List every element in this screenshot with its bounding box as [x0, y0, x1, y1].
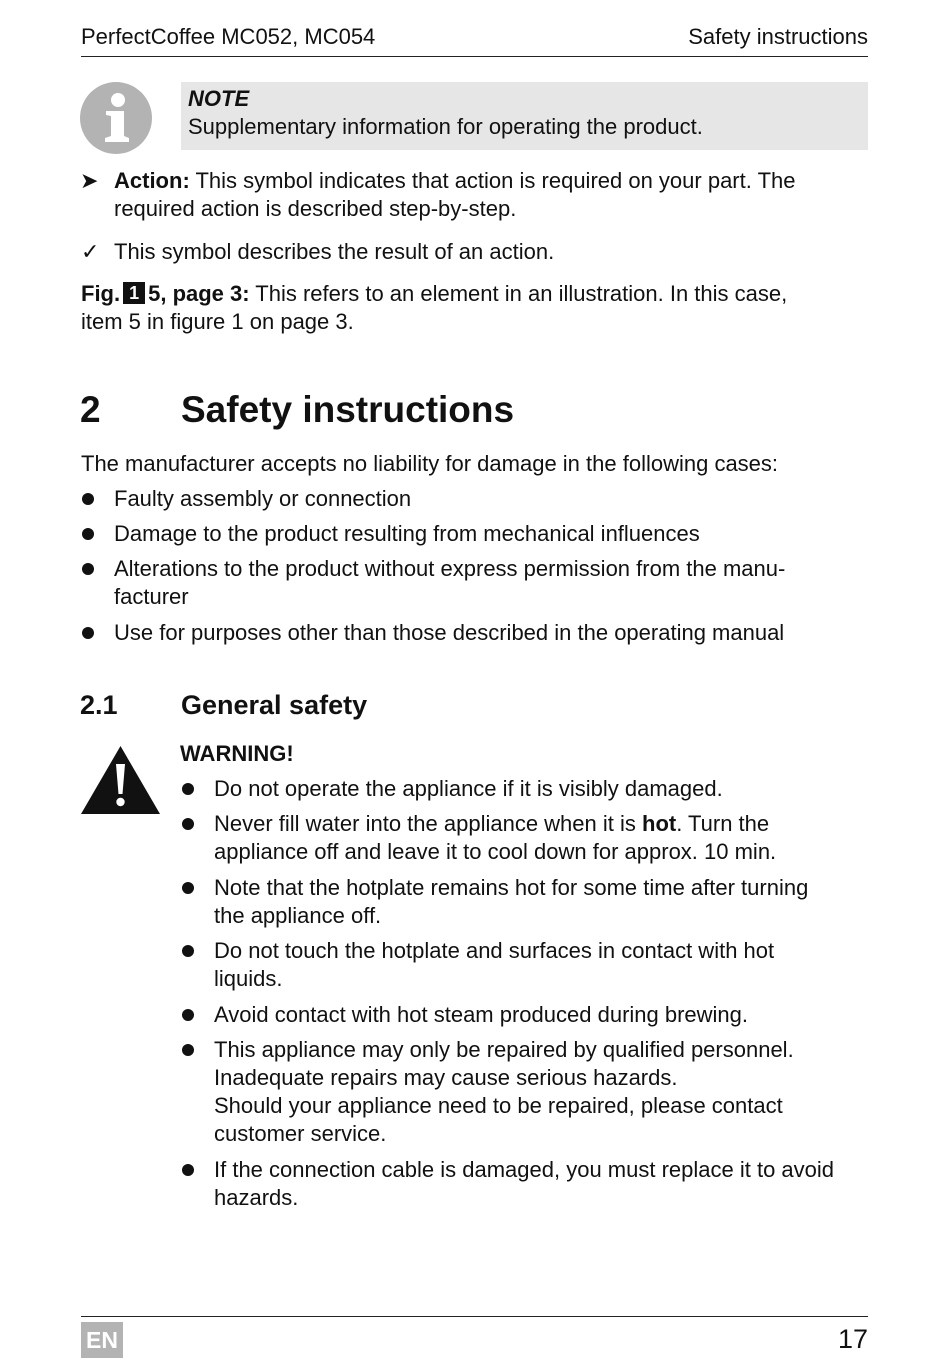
bullet-icon — [182, 783, 194, 795]
note-text: Supplementary information for operating the product. — [188, 114, 703, 139]
language-badge: EN — [81, 1322, 123, 1358]
warning-text: customer service. — [214, 1121, 387, 1146]
fig-text-line1: This refers to an element in an illustration. In this case, — [249, 281, 788, 306]
bullet-icon — [82, 528, 94, 540]
bullet-icon — [82, 563, 94, 575]
warning-item — [214, 874, 808, 930]
section-intro: The manufacturer accepts no liability for damage in the following cases: — [81, 451, 779, 476]
action-text-line2: required action is described step-by-step. — [114, 196, 517, 221]
liability-item-line2: facturer — [114, 584, 189, 609]
bullet-icon — [182, 882, 194, 894]
page-header — [81, 24, 868, 57]
warning-text: Do not touch the hotplate and surfaces in contact with hot — [214, 938, 775, 963]
bullet-icon — [182, 1009, 194, 1021]
action-description — [114, 167, 796, 223]
note-box — [181, 82, 868, 150]
liability-item-line1: Alterations to the product without express permission from the manu- — [114, 556, 786, 581]
warning-text: . Turn the — [676, 811, 770, 836]
warning-item — [214, 937, 774, 993]
warning-icon — [80, 744, 161, 816]
bullet-icon — [182, 1044, 194, 1056]
bullet-icon — [182, 1164, 194, 1176]
section-number: 2 — [80, 389, 101, 430]
warning-item: Do not operate the appliance if it is visibly damaged. — [214, 776, 723, 801]
checkmark-icon: ✓ — [81, 239, 100, 264]
warning-text: Should your appliance need to be repaired, please contact — [214, 1093, 783, 1118]
fig-text-line2: item 5 in figure 1 on page 3. — [81, 309, 354, 334]
fig-label: Fig. — [81, 281, 121, 306]
bullet-icon — [82, 493, 94, 505]
note-title: NOTE — [188, 86, 250, 111]
warning-item — [214, 810, 776, 866]
result-description: This symbol describes the result of an action. — [114, 239, 555, 264]
info-icon — [80, 82, 152, 154]
fig-ref: 5, page 3: — [148, 281, 250, 306]
bullet-icon — [182, 945, 194, 957]
emphasis-text: hot — [642, 811, 677, 836]
warning-text: Never fill water into the appliance when it is — [214, 811, 642, 836]
warning-text: If the connection cable is damaged, you must replace it to avoid — [214, 1157, 835, 1182]
warning-text: hazards. — [214, 1185, 299, 1210]
warning-text: the appliance off. — [214, 903, 382, 928]
warning-text: This appliance may only be repaired by qualified personnel. — [214, 1037, 794, 1062]
action-text-line1: This symbol indicates that action is required on your part. The — [189, 168, 796, 193]
subsection-number: 2.1 — [80, 690, 118, 720]
document-title: PerfectCoffee MC052, MC054 — [81, 24, 376, 49]
bullet-icon — [182, 818, 194, 830]
figure-reference — [81, 280, 787, 336]
liability-item: Damage to the product resulting from mechanical influences — [114, 521, 700, 546]
subsection-title: General safety — [181, 690, 368, 720]
warning-text: Note that the hotplate remains hot for some time after turning — [214, 875, 809, 900]
liability-item: Use for purposes other than those described in the operating manual — [114, 620, 785, 645]
action-label: Action: — [114, 168, 190, 193]
liability-item: Faulty assembly or connection — [114, 486, 412, 511]
page-footer — [81, 1316, 868, 1361]
bullet-icon — [82, 627, 94, 639]
warning-item — [214, 1036, 794, 1148]
warning-item — [214, 1156, 834, 1212]
warning-text: liquids. — [214, 966, 283, 991]
action-arrow-icon: ➤ — [80, 168, 99, 193]
page-number: 17 — [837, 1324, 868, 1354]
liability-item — [114, 555, 785, 611]
warning-text: Inadequate repairs may cause serious hazards. — [214, 1065, 678, 1090]
chapter-title: Safety instructions — [688, 24, 868, 49]
section-title: Safety instructions — [181, 389, 515, 430]
warning-item: Avoid contact with hot steam produced during brewing. — [214, 1002, 749, 1027]
warning-label: WARNING! — [180, 741, 294, 766]
figure-number-badge: 1 — [123, 282, 145, 304]
warning-text: appliance off and leave it to cool down for approx. 10 min. — [214, 839, 777, 864]
